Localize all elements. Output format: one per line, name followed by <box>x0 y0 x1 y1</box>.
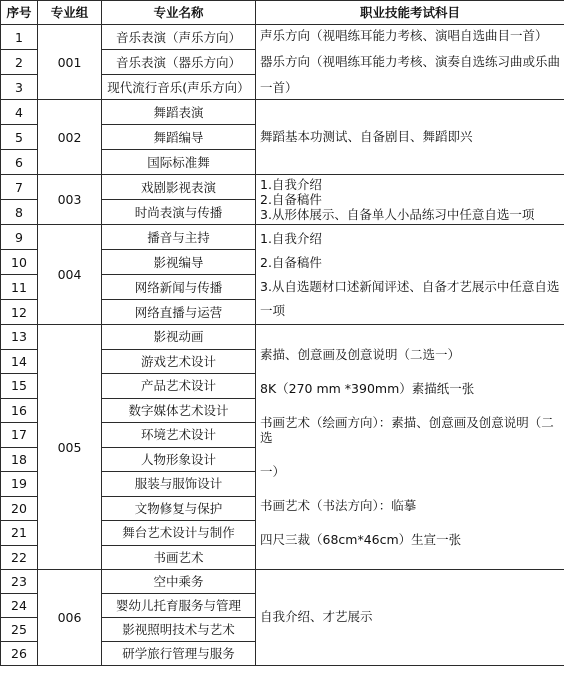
requirement-line: 书画艺术（书法方向）：临摹 <box>260 498 417 513</box>
seq-cell: 19 <box>1 472 38 497</box>
exam-requirements-cell <box>256 100 564 175</box>
seq-cell: 21 <box>1 521 38 546</box>
major-name-cell: 时尚表演与传播 <box>102 200 256 225</box>
requirement-line: 1.自我介绍 <box>260 177 322 192</box>
header-seq: 序号 <box>1 1 38 25</box>
seq-cell: 5 <box>1 125 38 150</box>
table-row <box>1 325 564 350</box>
group-code-cell: 006 <box>38 570 102 666</box>
group-code-cell: 001 <box>38 25 102 100</box>
seq-cell: 4 <box>1 100 38 125</box>
major-name-cell: 数字媒体艺术设计 <box>102 398 256 423</box>
table-row <box>1 25 564 50</box>
major-name-cell: 播音与主持 <box>102 225 256 250</box>
header-major: 专业名称 <box>102 1 256 25</box>
seq-cell: 26 <box>1 642 38 666</box>
requirement-line: 自我介绍、才艺展示 <box>260 609 373 625</box>
major-name-cell: 现代流行音乐(声乐方向） <box>102 75 256 100</box>
major-name-cell: 书画艺术 <box>102 545 256 570</box>
exam-requirements-cell <box>256 225 564 325</box>
seq-cell: 9 <box>1 225 38 250</box>
table-header-row <box>1 1 564 25</box>
seq-cell: 15 <box>1 374 38 399</box>
seq-cell: 6 <box>1 150 38 175</box>
major-name-cell: 影视照明技术与艺术 <box>102 618 256 642</box>
table-row <box>1 100 564 125</box>
major-name-cell: 文物修复与保护 <box>102 496 256 521</box>
exam-requirements-cell <box>256 175 564 225</box>
major-name-cell: 戏剧影视表演 <box>102 175 256 200</box>
requirement-line: 四尺三裁（68cm*46cm）生宣一张 <box>260 532 462 547</box>
major-name-cell: 国际标准舞 <box>102 150 256 175</box>
requirement-line: 书画艺术（绘画方向）：素描、创意画及创意说明（二选 <box>260 415 554 445</box>
table-row <box>1 225 564 250</box>
requirement-line: 素描、创意画及创意说明（二选一） <box>260 347 461 362</box>
seq-cell: 20 <box>1 496 38 521</box>
exam-requirements-cell <box>256 25 564 100</box>
requirement-line: 一项 <box>260 303 286 318</box>
seq-cell: 1 <box>1 25 38 50</box>
requirement-line: 1.自我介绍 <box>260 231 322 246</box>
seq-cell: 11 <box>1 275 38 300</box>
seq-cell: 17 <box>1 423 38 448</box>
seq-cell: 13 <box>1 325 38 350</box>
requirement-line: 8K（270 mm *390mm）素描纸一张 <box>260 381 475 396</box>
major-name-cell: 人物形象设计 <box>102 447 256 472</box>
major-name-cell: 环境艺术设计 <box>102 423 256 448</box>
seq-cell: 2 <box>1 50 38 75</box>
major-name-cell: 服装与服饰设计 <box>102 472 256 497</box>
seq-cell: 18 <box>1 447 38 472</box>
group-code-cell: 003 <box>38 175 102 225</box>
seq-cell: 8 <box>1 200 38 225</box>
seq-cell: 12 <box>1 300 38 325</box>
requirement-line: 一） <box>260 464 286 479</box>
seq-cell: 16 <box>1 398 38 423</box>
major-name-cell: 影视编导 <box>102 250 256 275</box>
header-group: 专业组 <box>38 1 102 25</box>
major-name-cell: 空中乘务 <box>102 570 256 594</box>
requirement-line: 2.自备稿件 <box>260 255 322 270</box>
major-name-cell: 婴幼儿托育服务与管理 <box>102 594 256 618</box>
group-code-cell: 002 <box>38 100 102 175</box>
requirement-line: 舞蹈基本功测试、自备剧目、舞蹈即兴 <box>260 128 473 144</box>
major-name-cell: 音乐表演（器乐方向） <box>102 50 256 75</box>
major-name-cell: 游戏艺术设计 <box>102 349 256 374</box>
requirement-line: 2.自备稿件 <box>260 192 322 207</box>
group-code-cell: 005 <box>38 325 102 570</box>
requirement-line: 3.从自选题材口述新闻评述、自备才艺展示中任意自选 <box>260 279 560 294</box>
group-code-cell: 004 <box>38 225 102 325</box>
seq-cell: 14 <box>1 349 38 374</box>
seq-cell: 24 <box>1 594 38 618</box>
seq-cell: 3 <box>1 75 38 100</box>
seq-cell: 22 <box>1 545 38 570</box>
major-name-cell: 影视动画 <box>102 325 256 350</box>
seq-cell: 10 <box>1 250 38 275</box>
requirement-line: 3.从形体展示、自备单人小品练习中任意自选一项 <box>260 207 535 222</box>
requirement-line: 声乐方向（视唱练耳能力考核、演唱自选曲目一首） <box>260 27 548 43</box>
major-name-cell: 舞蹈编导 <box>102 125 256 150</box>
major-name-cell: 研学旅行管理与服务 <box>102 642 256 666</box>
seq-cell: 25 <box>1 618 38 642</box>
major-name-cell: 产品艺术设计 <box>102 374 256 399</box>
major-name-cell: 音乐表演（声乐方向） <box>102 25 256 50</box>
seq-cell: 7 <box>1 175 38 200</box>
table-row <box>1 175 564 200</box>
exam-requirements-cell <box>256 325 564 570</box>
major-name-cell: 网络新闻与传播 <box>102 275 256 300</box>
requirement-line: 一首） <box>260 80 298 96</box>
major-name-cell: 网络直播与运营 <box>102 300 256 325</box>
exam-requirements-cell <box>256 570 564 666</box>
seq-cell: 23 <box>1 570 38 594</box>
header-exam: 职业技能考试科目 <box>256 1 564 25</box>
major-name-cell: 舞台艺术设计与制作 <box>102 521 256 546</box>
major-name-cell: 舞蹈表演 <box>102 100 256 125</box>
requirement-line: 器乐方向（视唱练耳能力考核、演奏自选练习曲或乐曲 <box>260 53 561 69</box>
table-row <box>1 570 564 594</box>
